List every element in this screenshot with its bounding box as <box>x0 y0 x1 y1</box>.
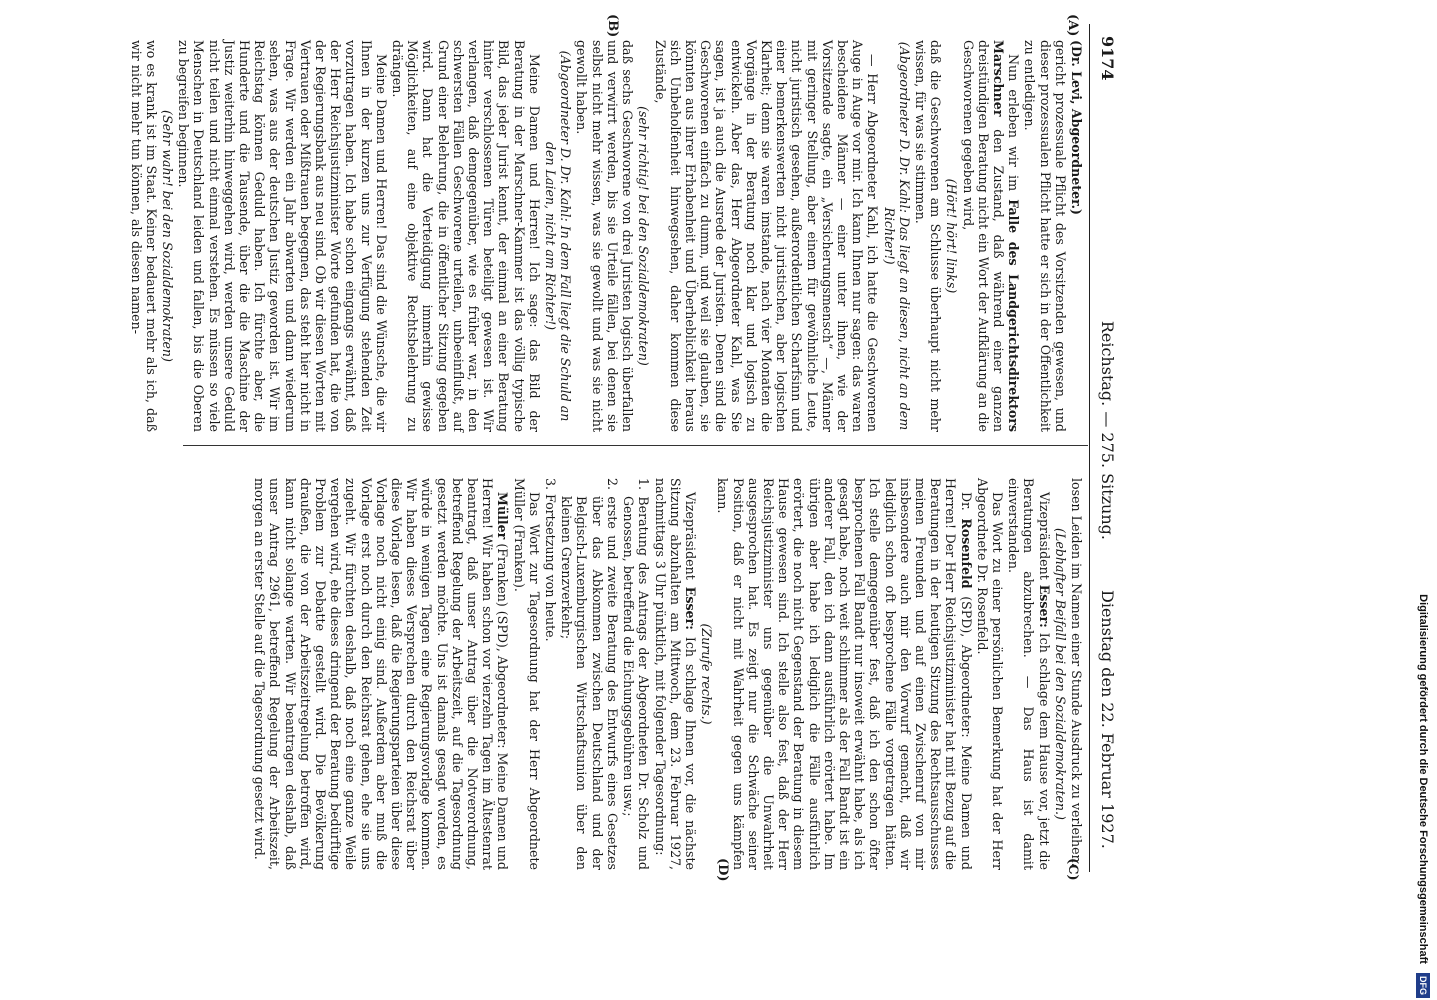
paragraph: Vizepräsident Esser: Ich schlage dem Hause vor, jetzt die Beratungen abzubrechen. — Das Haus ist damit einverstanden. <box>1006 478 1052 870</box>
rotated-page <box>0 14 1120 882</box>
interjection: (Hört! hört! links) <box>944 178 960 294</box>
interjection: (Lebhafter Beifall bei den Sozialdemokraten.) <box>1052 528 1068 820</box>
margin-mark-a: (A) <box>1065 14 1080 37</box>
dfg-watermark <box>1409 2 1437 998</box>
paragraph: Vizepräsident Esser: Ich schlage Ihnen vor, die nächste Sitzung abzuhalten am Mittwoch, dem 23. Februar 1927, nachmittags 3 Uhr pünktlich, mit folgender Tagesordnung: <box>652 478 698 870</box>
dfg-watermark-text: Digitalisierung gefördert durch die Deutsche Forschungsgemeinschaft <box>1417 594 1429 964</box>
paragraph: Meine Damen und Herren! Das sind die Wünsche, die wir Ihnen in der kurzen uns zur Verfügung stehenden Zeit vorzutragen haben. Ich habe schon eingangs erwähnt, daß der Herr Reichsjustizminister Worte gefunden hat, die von der Regierungsbank aus neu sind. Ob wir diesen Worten mit Vertrauen oder Mißtrauen begegnen, das steht hier nicht in Frage. Wir werden ein Jahr abwarten und dann wiederum sehen, was aus der deutschen Justiz geworden ist. Wir im Reichstag können Geduld haben. Ich fürchte aber, die Hunderte und die Tausende, über die die Maschine der Justiz weiterhin hinweggehen wird, werden unsere Geduld nicht teilen und nicht einmal verstehen. Es müssen so viele Menschen in Deutschland leiden und fallen, bis die Oberen zu begreifen beginnen. <box>176 40 389 432</box>
paragraph: gericht prozessuale Pflicht des Vorsitzenden gewesen, und dieser prozessualen Pflicht hatte er sich in der Öffentlichkeit zu entledigen. <box>1022 40 1068 432</box>
dfg-logo-icon: DFG <box>1416 973 1430 998</box>
paragraph: Müller (Franken) (SPD), Abgeordneter: Meine Damen und Herren! Wir haben schon vor vierzehn Tagen im Ältestenrat beantragt, daß unser Antrag über die Notverordnung, betreffend Regelung der Arbeitszeit, auf die Tagesordnung gesetzt werden möchte. Uns ist damals gesagt worden, es würde in wenigen Tagen eine Regierungsvorlage kommen. Wir haben dieses Versprechen durch den Reichsrat über diese Vorlage lesen, daß die Regierungsparteien über diese Vorlage noch nicht einig sind. Außerdem aber muß die Vorlage erst noch durch den Reichsrat gehen, ehe sie uns zugeht. Wir fürchten deshalb, daß noch eine ganze Weile vergehen wird, ehe dieses dringend der Beratung bedürftige Problem zur Debatte gestellt wird. Die Bevölkerung draußen, die von der Arbeitszeitregelung betroffen wird, kann nicht solange warten. Wir beantragen deshalb, daß unser Antrag 2961, betreffend Regelung der Arbeitszeit, morgen an erster Stelle auf die Tagesordnung gesetzt wird. <box>252 478 511 870</box>
header-session: Reichstag. — 275. Sitzung. <box>1098 320 1117 540</box>
paragraph: daß die Geschworenen am Schlusse überhaupt nicht mehr wissen, für was sie stimmen. <box>912 40 944 432</box>
speaker-note: (Dr. Levi, Abgeordneter.) <box>1069 40 1084 215</box>
paragraph: Nun erleben wir im Falle des Landgerichtsdirektors Marschner den Zustand, daß während einer ganzen dreistündigen Beratung nicht ein Wort der Aufklärung an die Geschworenen gegeben wird, <box>960 40 1022 432</box>
margin-mark-d: (D) <box>715 858 730 882</box>
interjection: (Zurufe rechts.) <box>699 623 715 725</box>
paragraph: daß sechs Geschworene von drei Juristen logisch überfallen und verwirrt werden, bis sie Urteile fällen, bei denen sie selbst nicht mehr wissen, was sie gewollt und was sie nicht gewollt haben. <box>574 40 636 432</box>
interjection: (sehr richtig! bei den Sozialdemokraten) <box>636 106 652 366</box>
page-number: 9174 <box>1098 36 1117 81</box>
paragraph: wo es krank ist im Staat. Keiner bedauert mehr als ich, daß wir nicht mehr tun können, als diesen namen- <box>128 40 159 432</box>
paragraph: losen Leiden im Namen einer Stunde Ausdruck zu verleihen. <box>1069 478 1084 867</box>
margin-mark-c: (C) <box>1065 858 1080 881</box>
agenda-item: 2. erste und zweite Beratung des Entwurfs eines Gesetzes über das Abkommen zwischen Deutschland und der Belgisch-Luxemburgischen Wirtschaftsunion über den kleinen Grenzverkehr; <box>559 478 620 870</box>
column-divider <box>183 445 1088 446</box>
paragraph: Meine Damen und Herren! Ich sage: das Bild der Beratung in der Marschner-Kammer ist das völlig typische Bild, das jeder Jurist kennt, der einmal an einer Beratung hinter verschlossenen Türen beteiligt gewesen ist. Wir verlangen, daß demgegenüber, wie es früher war, in den schwersten Fällen Geschworene urteilen, unbeeinflußt, auf Grund einer Belehrung, die in öffentlicher Sitzung gegeben wird. Dann hat die Verteidigung immerhin gewisse Möglichkeiten, auf eine objektive Rechtsbelehrung zu drängen. <box>390 40 542 432</box>
agenda-item: 3. Fortsetzung von heute. <box>543 478 559 642</box>
paragraph: Das Wort zur Tagesordnung hat der Herr Abgeordnete Müller (Franken). <box>511 478 542 870</box>
header-date: Dienstag den 22. Februar 1927. <box>1098 590 1117 849</box>
header-rule <box>1089 24 1090 872</box>
paragraph: — Herr Abgeordneter Kahl, ich hatte die Geschworenen Auge in Auge vor mir. Ich kann Ihnen nur sagen: das waren bescheidene Männer — einer unter ihnen, wie der Vorsitzende sagte, ein „Versicherungsmensch“ —, Männer mit geringer Stellung, aber einem für gewöhnliche Leute, nicht juristisch gesehen, außerordentlichen Scharfsinn und einer bemerkenswerten nicht juristischen, aber logischen Klarheit; denn sie waren imstande, nach vier Monaten die Vorgänge in der Beratung noch klar und logisch zu entwickeln. Aber das, Herr Abgeordneter Kahl, was Sie sagen, ist ja auch die Ausrede der Juristen. Denen sind die Geschworenen einfach zu dumm, und weil sie glauben, sie könnten aus ihrer Erhabenheit und Überheblichkeit heraus sich Unbeholfenheit hinwegsehen, daher kommen diese Zustände, <box>652 40 881 432</box>
agenda-item: 1. Beratung des Antrags der Abgeordneten Dr. Scholz und Genossen, betreffend die Eichungsgebühren usw.; <box>621 478 652 870</box>
left-column <box>128 40 1084 432</box>
paragraph: Dr. Rosenfeld (SPD), Abgeordneter: Meine Damen und Herren! Der Herr Reichsjustizminister hat mit Bezug auf die Beratungen in der heutigen Sitzung des Rechtsausschusses meinen Freunden und auf einen Zwischenruf von mir insbesondere auch mir den Vorwurf gemacht, daß wir lediglich schon oft besprochene Fälle vorgetragen hätten. Ich stelle demgegenüber fest, daß ich den schon öfter besprochenen Fall Bandt nur insoweit erwähnt habe, als ich gesagt habe, noch weit schlimmer als der Fall Bandt ist ein anderer Fall, den ich dann ausführlich erörtert habe. Im übrigen aber habe ich lediglich die Fälle ausführlich erörtert, die noch nicht Gegenstand der Beratung in diesem Hause gewesen sind. Ich stelle also fest, daß der Herr Reichsjustizminister uns gegenüber die Unwahrheit ausgesprochen hat. Es zeigt nur die Schwäche seiner Position, daß er nicht mit Wahrheit gegen uns kämpfen kann. <box>715 478 974 870</box>
page-header <box>1094 30 1120 870</box>
interjection: (Abgeordneter D. Dr. Kahl: Das liegt an diesen, nicht an dem Richter!) <box>881 41 912 431</box>
interjection: (Sehr wahr! bei den Sozialdemokraten) <box>160 110 176 362</box>
dfg-watermark-text-wrap <box>1405 2 1433 998</box>
margin-mark-b: (B) <box>605 14 620 38</box>
right-column <box>184 478 1084 870</box>
paragraph: Das Wort zu einer persönlichen Bemerkung hat der Herr Abgeordnete Dr. Rosenfeld. <box>974 478 1005 870</box>
interjection: (Abgeordneter D. Dr. Kahl: In dem Fall liegt die Schuld an den Laien, nicht am Richter!) <box>543 50 574 422</box>
